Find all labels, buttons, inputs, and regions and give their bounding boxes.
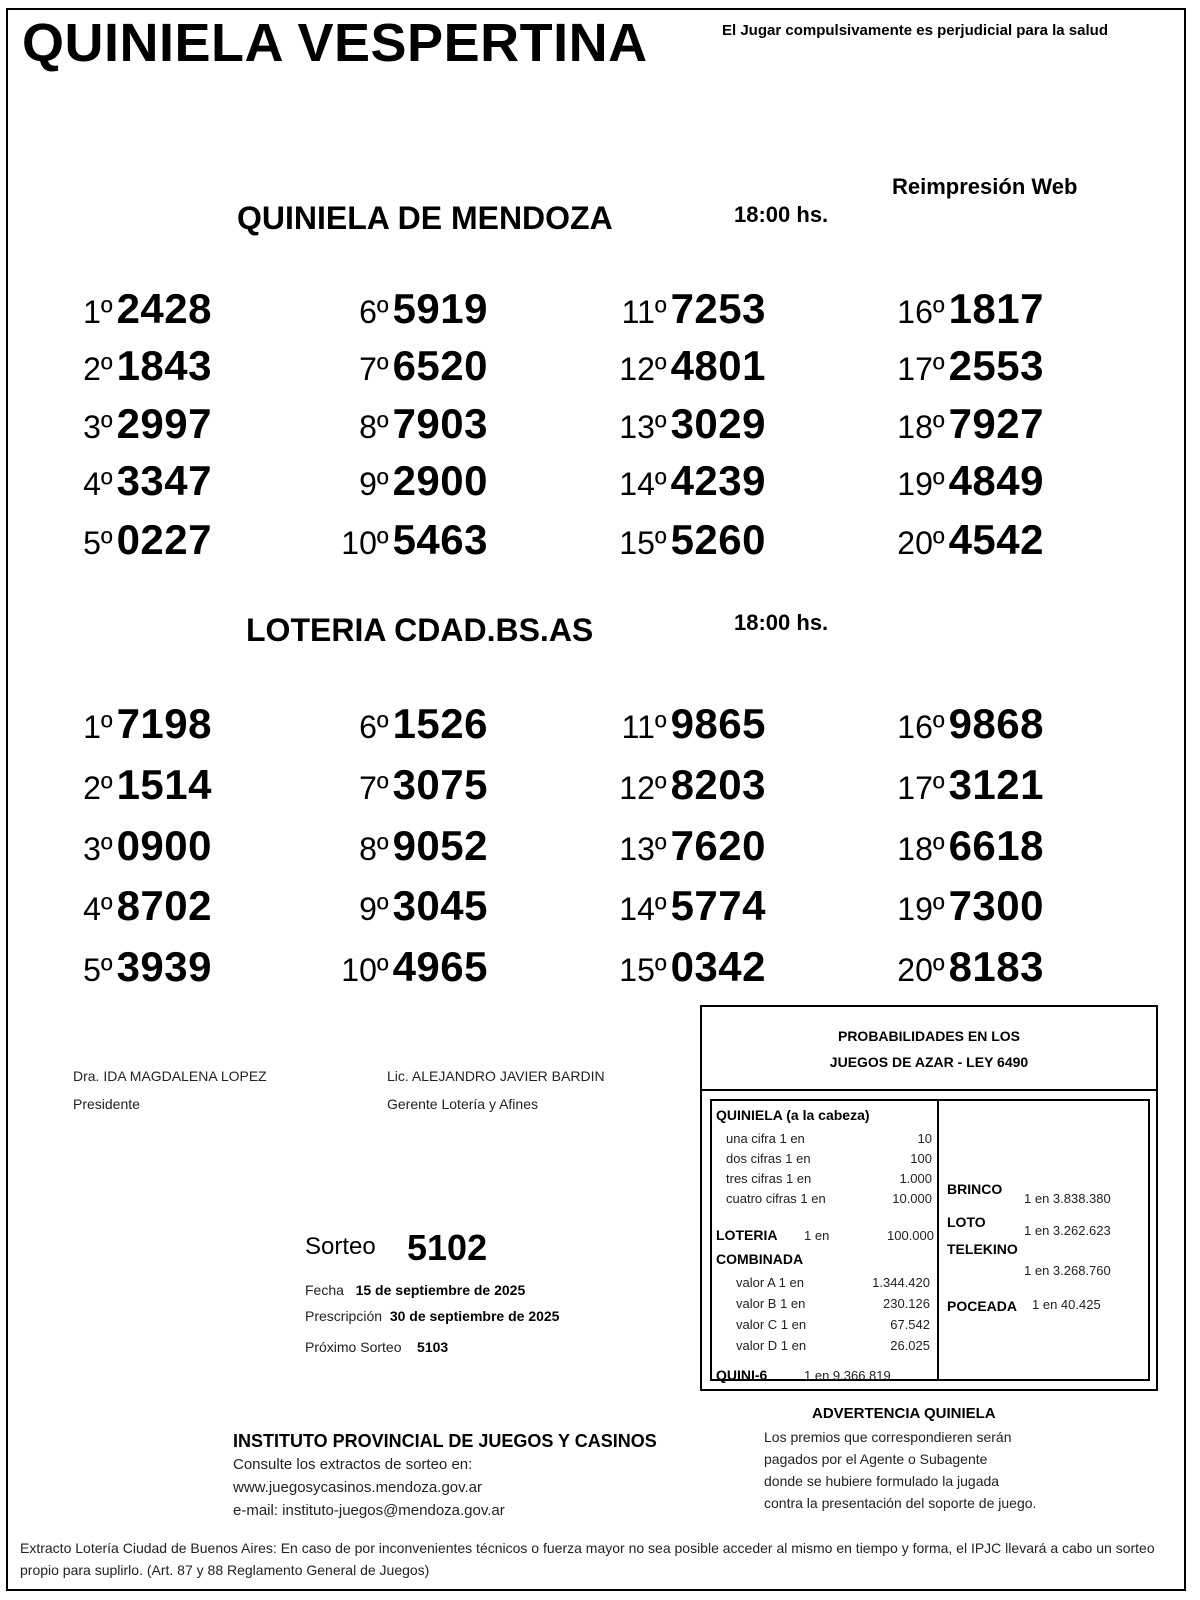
result-position: 13º	[619, 831, 667, 867]
signature-left-role: Presidente	[73, 1096, 140, 1112]
result-position: 7º	[359, 770, 389, 806]
result-entry	[844, 882, 1044, 930]
prescripcion-line	[305, 1308, 559, 1324]
result-position: 15º	[619, 952, 667, 988]
fecha-value: 15 de septiembre de 2025	[355, 1282, 526, 1298]
result-number: 7927	[948, 400, 1044, 447]
result-entry	[288, 457, 488, 505]
result-number: 8183	[948, 943, 1044, 990]
result-number: 3075	[392, 761, 488, 808]
advertencia-title: ADVERTENCIA QUINIELA	[812, 1405, 996, 1422]
result-entry	[566, 761, 766, 809]
result-number: 5463	[392, 516, 488, 563]
result-entry	[288, 822, 488, 870]
result-position: 15º	[619, 525, 667, 561]
result-number: 7620	[670, 822, 766, 869]
quiniela-prob-row-label: tres cifras 1 en	[726, 1171, 812, 1186]
signature-left	[73, 1062, 267, 1118]
result-number: 1514	[116, 761, 212, 808]
result-entry	[844, 457, 1044, 505]
quiniela-prob-row-value: 10	[917, 1131, 932, 1146]
result-entry	[566, 285, 766, 333]
result-entry	[566, 457, 766, 505]
result-number: 7198	[116, 700, 212, 747]
section-time-mendoza: 18:00 hs.	[734, 202, 829, 227]
proximo-line	[305, 1339, 448, 1355]
result-position: 10º	[341, 952, 389, 988]
signature-right	[387, 1062, 605, 1118]
result-position: 18º	[897, 831, 945, 867]
reprint-label: Reimpresión Web	[892, 174, 1078, 199]
loteria-prob-en: 1 en	[804, 1228, 830, 1243]
probabilities-divider	[937, 1101, 939, 1379]
result-number: 4849	[948, 457, 1044, 504]
result-number: 4542	[948, 516, 1044, 563]
result-entry	[12, 457, 212, 505]
result-entry	[12, 342, 212, 390]
result-entry	[566, 342, 766, 390]
signature-left-name: Dra. IDA MAGDALENA LOPEZ	[73, 1068, 267, 1084]
loto-prob-label: LOTO	[947, 1214, 986, 1230]
result-number: 5774	[670, 882, 766, 929]
sorteo-number: 5102	[407, 1227, 488, 1268]
advertencia-line4: contra la presentación del soporte de juego.	[764, 1495, 1037, 1511]
result-number: 9868	[948, 700, 1044, 747]
prescripcion-label: Prescripción	[305, 1308, 383, 1324]
signature-right-name: Lic. ALEJANDRO JAVIER BARDIN	[387, 1068, 605, 1084]
instituto-line1: Consulte los extractos de sorteo en:	[233, 1456, 473, 1473]
quiniela-prob-row-value: 10.000	[892, 1191, 932, 1206]
result-number: 0342	[670, 943, 766, 990]
result-number: 3121	[948, 761, 1044, 808]
poceada-prob-value: 1 en 40.425	[1032, 1297, 1101, 1312]
gambling-warning: El Jugar compulsivamente es perjudicial para la salud	[722, 22, 1108, 39]
result-entry	[844, 342, 1044, 390]
result-position: 19º	[897, 466, 945, 502]
result-number: 7903	[392, 400, 488, 447]
result-position: 1º	[83, 709, 113, 745]
result-entry	[288, 400, 488, 448]
advertencia-text	[764, 1426, 1036, 1514]
result-entry	[566, 822, 766, 870]
advertencia-line3: donde se hubiere formulado la jugada	[764, 1473, 1000, 1489]
result-entry	[288, 342, 488, 390]
result-entry	[566, 882, 766, 930]
result-position: 13º	[619, 409, 667, 445]
result-entry	[566, 400, 766, 448]
result-number: 3029	[670, 400, 766, 447]
combinada-prob-row-label: valor C 1 en	[736, 1317, 807, 1332]
proximo-value: 5103	[417, 1339, 449, 1355]
fecha-label: Fecha	[305, 1282, 344, 1298]
result-position: 16º	[897, 709, 945, 745]
section-time-loteria: 18:00 hs.	[734, 610, 829, 635]
result-entry	[566, 700, 766, 748]
quiniela-prob-label: QUINIELA (a la cabeza)	[716, 1107, 870, 1123]
result-position: 10º	[341, 525, 389, 561]
result-number: 0227	[116, 516, 212, 563]
combinada-prob-row-value: 1.344.420	[872, 1275, 930, 1290]
result-position: 11º	[621, 709, 667, 745]
probabilities-title-line2: JUEGOS DE AZAR - LEY 6490	[829, 1054, 1029, 1070]
result-number: 2553	[948, 342, 1044, 389]
result-position: 7º	[359, 351, 389, 387]
result-position: 6º	[359, 294, 389, 330]
result-position: 4º	[83, 891, 113, 927]
result-number: 9052	[392, 822, 488, 869]
result-position: 2º	[83, 351, 113, 387]
result-entry	[12, 516, 212, 564]
result-entry	[844, 822, 1044, 870]
result-entry	[288, 882, 488, 930]
result-position: 17º	[897, 351, 945, 387]
advertencia-line2: pagados por el Agente o Subagente	[764, 1451, 988, 1467]
result-entry	[566, 516, 766, 564]
instituto-website[interactable]: www.juegosycasinos.mendoza.gov.ar	[233, 1479, 483, 1496]
quiniela-prob-row-label: una cifra 1 en	[726, 1131, 805, 1146]
result-position: 16º	[897, 294, 945, 330]
quiniela-prob-row-label: cuatro cifras 1 en	[726, 1191, 826, 1206]
result-number: 2997	[116, 400, 212, 447]
result-number: 8702	[116, 882, 212, 929]
probabilities-title-line1: PROBABILIDADES EN LOS	[837, 1028, 1020, 1044]
quiniela-prob-row-value: 100	[910, 1151, 932, 1166]
prescripcion-value: 30 de septiembre de 2025	[389, 1308, 560, 1324]
result-number: 7253	[670, 285, 766, 332]
advertencia-line1: Los premios que correspondieren serán	[764, 1429, 1012, 1445]
instituto-email[interactable]: e-mail: instituto-juegos@mendoza.gov.ar	[233, 1502, 505, 1519]
combinada-prob-row-value: 26.025	[890, 1338, 930, 1353]
section-title-loteria: LOTERIA CDAD.BS.AS	[246, 612, 594, 648]
result-entry	[12, 400, 212, 448]
probabilities-table	[710, 1099, 1150, 1381]
result-position: 5º	[83, 525, 113, 561]
result-number: 6520	[392, 342, 488, 389]
section-title-mendoza: QUINIELA DE MENDOZA	[237, 200, 613, 236]
loteria-prob-label: LOTERIA	[716, 1227, 778, 1243]
telekino-prob-label: TELEKINO	[947, 1241, 1018, 1257]
quiniela-prob-row-value: 1.000	[899, 1171, 932, 1186]
loto-prob-value: 1 en 3.262.623	[1024, 1223, 1111, 1238]
result-position: 19º	[897, 891, 945, 927]
result-position: 8º	[359, 409, 389, 445]
result-entry	[12, 285, 212, 333]
combinada-prob-row-label: valor A 1 en	[736, 1275, 804, 1290]
result-number: 1843	[116, 342, 212, 389]
result-entry	[844, 516, 1044, 564]
proximo-label: Próximo Sorteo	[305, 1339, 402, 1355]
result-position: 20º	[897, 952, 945, 988]
combinada-prob-row-label: valor D 1 en	[736, 1338, 807, 1353]
result-position: 3º	[83, 831, 113, 867]
result-number: 6618	[948, 822, 1044, 869]
result-number: 2428	[116, 285, 212, 332]
result-entry	[566, 943, 766, 991]
footer-note: Extracto Lotería Ciudad de Buenos Aires: En caso de por inconvenientes técnicos o fuerza mayor no sea posible acceder al mismo en tiempo y forma, el IPJC llevará a cabo un sorteo propio para suplirlo. (Art. 87 y 88 Reglamento General de Juegos)	[20, 1540, 1155, 1578]
result-number: 4239	[670, 457, 766, 504]
result-entry	[844, 700, 1044, 748]
result-number: 3939	[116, 943, 212, 990]
result-number: 3045	[392, 882, 488, 929]
result-number: 3347	[116, 457, 212, 504]
result-entry	[844, 761, 1044, 809]
probabilities-header	[702, 1007, 1156, 1091]
result-entry	[12, 882, 212, 930]
result-position: 14º	[619, 891, 667, 927]
result-entry	[12, 822, 212, 870]
result-position: 2º	[83, 770, 113, 806]
result-position: 9º	[359, 466, 389, 502]
result-position: 3º	[83, 409, 113, 445]
telekino-prob-value: 1 en 3.268.760	[1024, 1263, 1111, 1278]
result-number: 5919	[392, 285, 488, 332]
poceada-prob-label: POCEADA	[947, 1298, 1018, 1314]
quiniela-prob-row-label: dos cifras 1 en	[726, 1151, 811, 1166]
result-entry	[288, 700, 488, 748]
result-entry	[288, 761, 488, 809]
fecha-line	[305, 1282, 525, 1298]
loteria-prob-value: 100.000	[887, 1228, 934, 1243]
instituto-name: INSTITUTO PROVINCIAL DE JUEGOS Y CASINOS	[233, 1431, 657, 1451]
result-entry	[844, 285, 1044, 333]
result-entry	[288, 516, 488, 564]
result-position: 8º	[359, 831, 389, 867]
result-number: 8203	[670, 761, 766, 808]
result-position: 12º	[619, 770, 667, 806]
result-number: 9865	[670, 700, 766, 747]
result-number: 0900	[116, 822, 212, 869]
result-number: 4801	[670, 342, 766, 389]
brinco-prob-label: BRINCO	[947, 1181, 1003, 1197]
quini6-prob-value: 1 en 9.366.819	[804, 1368, 891, 1383]
result-number: 1526	[392, 700, 488, 747]
result-number: 7300	[948, 882, 1044, 929]
result-entry	[288, 285, 488, 333]
result-entry	[844, 943, 1044, 991]
result-position: 4º	[83, 466, 113, 502]
result-number: 4965	[392, 943, 488, 990]
result-entry	[12, 700, 212, 748]
result-number: 1817	[948, 285, 1044, 332]
result-entry	[844, 400, 1044, 448]
result-position: 5º	[83, 952, 113, 988]
result-position: 12º	[619, 351, 667, 387]
result-entry	[288, 943, 488, 991]
result-entry	[12, 761, 212, 809]
result-number: 2900	[392, 457, 488, 504]
probabilities-box	[700, 1005, 1158, 1391]
combinada-prob-row-label: valor B 1 en	[736, 1296, 806, 1311]
page-title: QUINIELA VESPERTINA	[22, 13, 648, 73]
result-number: 5260	[670, 516, 766, 563]
signature-right-role: Gerente Lotería y Afines	[387, 1096, 538, 1112]
combinada-prob-label: COMBINADA	[716, 1251, 804, 1267]
result-entry	[12, 943, 212, 991]
brinco-prob-value: 1 en 3.838.380	[1024, 1191, 1111, 1206]
instituto-contact	[233, 1453, 505, 1522]
result-position: 20º	[897, 525, 945, 561]
result-position: 11º	[621, 294, 667, 330]
result-position: 6º	[359, 709, 389, 745]
result-position: 18º	[897, 409, 945, 445]
result-position: 9º	[359, 891, 389, 927]
result-position: 1º	[83, 294, 113, 330]
result-position: 14º	[619, 466, 667, 502]
quini6-prob-label: QUINI-6	[716, 1367, 768, 1383]
combinada-prob-row-value: 67.542	[890, 1317, 930, 1332]
result-position: 17º	[897, 770, 945, 806]
combinada-prob-row-value: 230.126	[883, 1296, 930, 1311]
sorteo-label: Sorteo	[305, 1233, 376, 1260]
